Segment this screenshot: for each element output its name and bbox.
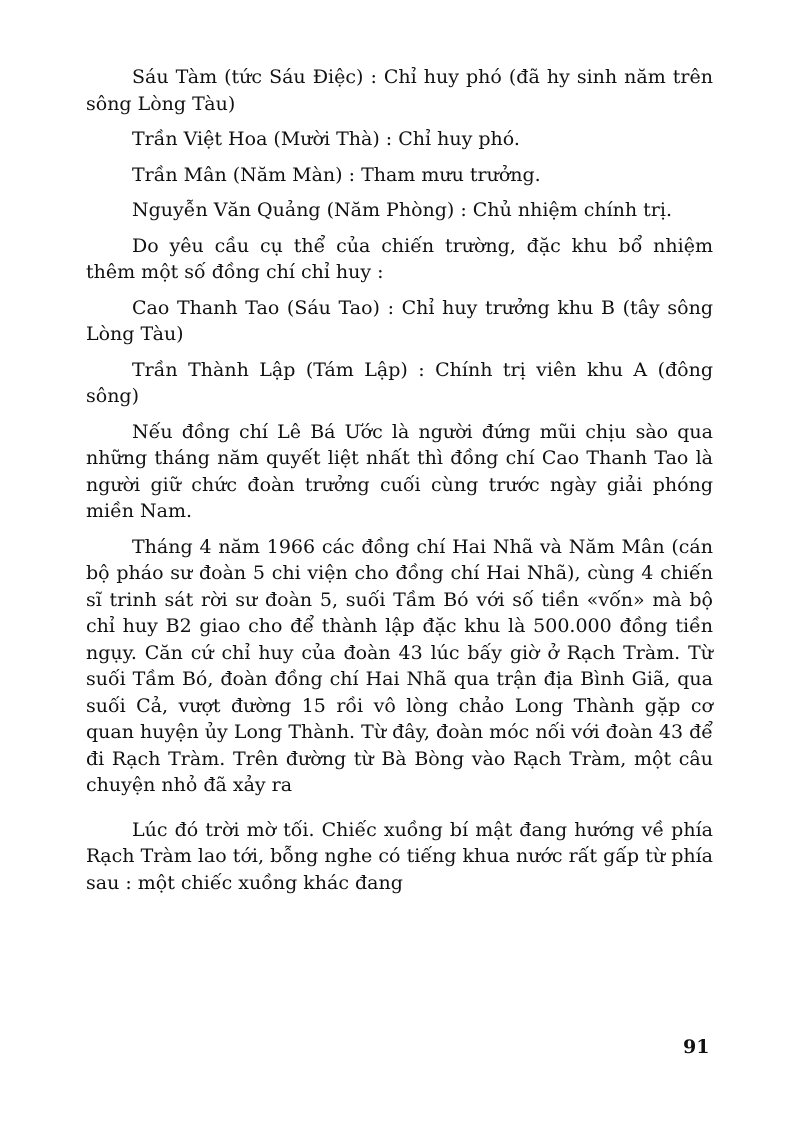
paragraph-tran-viet-hoa: Trần Việt Hoa (Mười Thà) : Chỉ huy phó. [132,128,520,150]
paragraph-tran-man: Trần Mân (Năm Màn) : Tham mưu trưởng. [132,163,541,186]
page-body [86,64,713,905]
paragraph-additional-commanders: Do yêu cầu cụ thể của chiến trường, đặc khu bổ nhiệm thêm một số đồng chí chỉ huy : [86,234,713,283]
paragraph-april-1966: Tháng 4 năm 1966 các đồng chí Hai Nhã và Năm Mân (cán bộ pháo sư đoàn 5 chi viện cho đồng chí Hai Nhã), cùng 4 chiến sĩ trinh sát rời sư đoàn 5, suối Tầm Bó với số tiền «vốn» mà bộ chỉ huy B2 giao cho để thành lập đặc khu là 500.000 đồng tiền ngụy. Căn cứ chỉ huy của đoàn 43 lúc bấy giờ ở Rạch Tràm. Từ suối Tầm Bó, đoàn đồng chí Hai Nhã qua trận địa Bình Giã, qua suối Cả, vượt đường 15 rồi vô lòng chảo Long Thành gặp cơ quan huyện ủy Long Thành. Từ đây, đoàn móc nối với đoàn 43 để đi Rạch Tràm. Trên đường từ Bà Bòng vào Rạch Tràm, một câu chuyện nhỏ đã xảy ra [86,535,713,796]
paragraph-sau-tam: Sáu Tàm (tức Sáu Điệc) : Chỉ huy phó (đã hy sinh năm trên sông Lòng Tàu) [86,66,713,115]
paragraph-dusk: Lúc đó trời mờ tối. Chiếc xuồng bí mật đang hướng về phía Rạch Tràm lao tới, bỗng nghe có tiếng khua nước rất gấp từ phía sau : một chiếc xuồng khác đang [86,818,713,894]
page-number: 91 [683,1036,710,1058]
paragraph-nguyen-van-quang: Nguyễn Văn Quảng (Năm Phòng) : Chủ nhiệm chính trị. [132,199,673,221]
paragraph-le-ba-uoc: Nếu đồng chí Lê Bá Ước là người đứng mũi chịu sào qua những tháng năm quyết liệt nhất thì đồng chí Cao Thanh Tao là người giữ chức đoàn trưởng cuối cùng trước ngày giải phóng miền Nam. [86,420,713,522]
paragraph-cao-thanh-tao: Cao Thanh Tao (Sáu Tao) : Chỉ huy trưởng khu B (tây sông Lòng Tàu) [86,296,713,345]
paragraph-tran-thanh-lap: Trần Thành Lập (Tám Lập) : Chính trị viên khu A (đông sông) [86,358,713,407]
